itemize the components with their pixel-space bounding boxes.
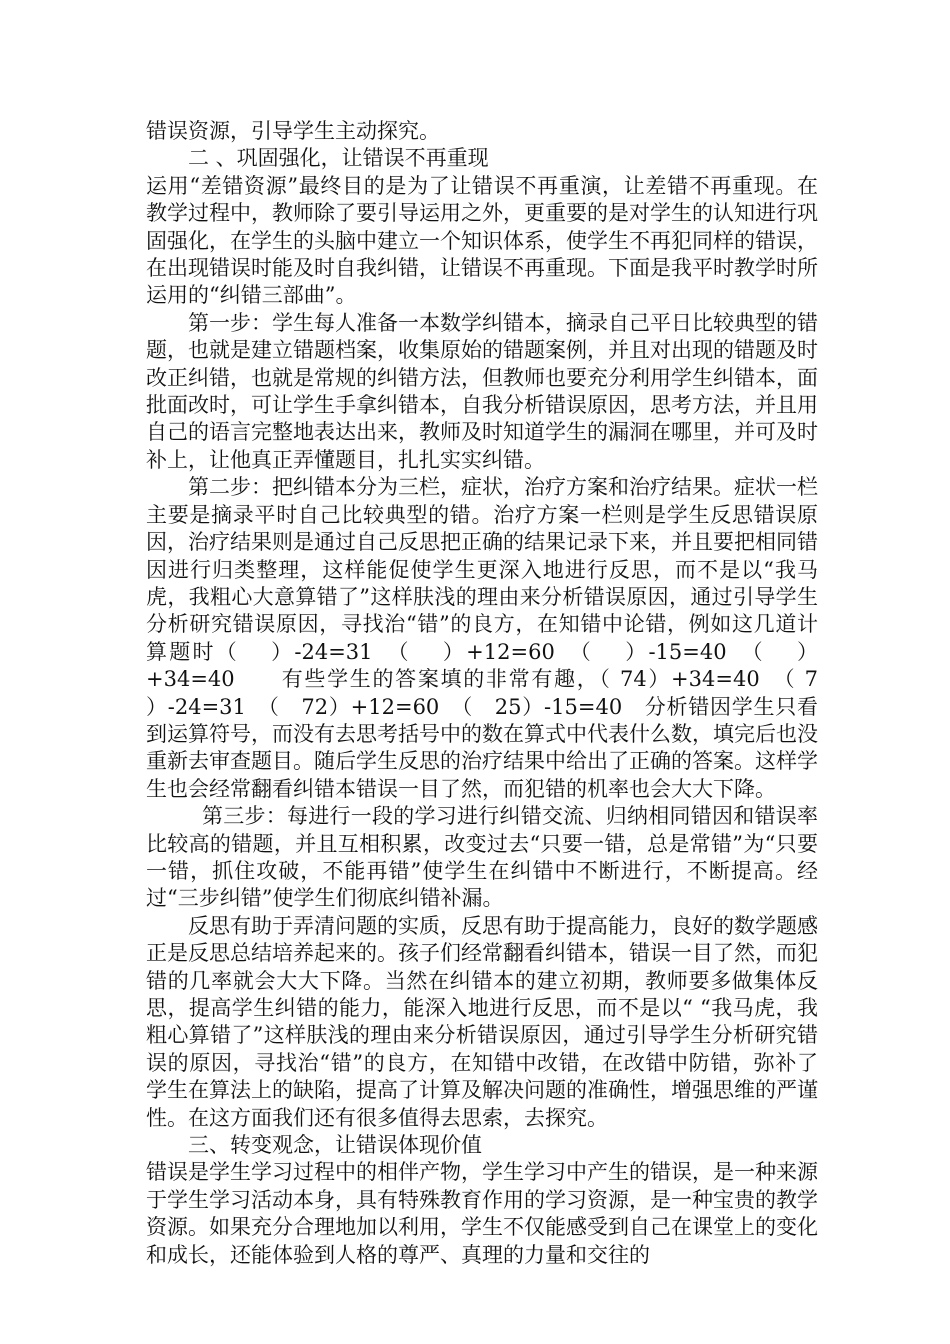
section-heading-three: 三、转变观念，让错误体现价值 <box>188 1133 482 1158</box>
paragraph-error-resource: 运用“差错资源”最终目的是为了让错误不再重演，让差错不再重现。在教学过程中，教师除了要引导运用之外，更重要的是对学生的认知进行巩固强化，在学生的头脑中建立一个知识体系，使学生不再犯同样的错误，在出现错误时能及时自我纠错，让错误不再重现。下面是我平时教学时所运用的“纠错三部曲”。 <box>146 173 818 308</box>
paragraph-step-two: 第二步：把纠错本分为三栏，症状，治疗方案和治疗结果。症状一栏主要是摘录平时自己比较典型的错。治疗方案一栏则是学生反思错误原因，治疗结果则是通过自己反思把正确的结果记录下来，并且要把相同错因进行归类整理，这样能促使学生更深入地进行反思，而不是以“我马虎，我粗心大意算错了”这样肤浅的理由来分析错误原因，通过引导学生分析研究错误原因，寻找治“错”的良方，在知错中论错，例如这几道计算题时（ ）-24=31 （ ）+12=60 （ ）-15=40 （ ）+34=40 有些学生的答案填的非常有趣，（ 74）+34=40 （ 7 ）-24=31 （ 72）+12=60 （ 25）-15=40 分析错因学生只看到运算符号，而没有去思考括号中的数在算式中代表什么数，填完后也没重新去审查题目。随后学生反思的治疗结果中给出了正确的答案。这样学生也会经常翻看纠错本错误一目了然，而犯错的机率也会大大下降。 <box>146 475 818 801</box>
paragraph-intro-tail: 错误资源，引导学生主动探究。 <box>146 119 440 143</box>
document-body <box>146 118 818 1269</box>
section-heading-two: 二 、巩固强化，让错误不再重现 <box>188 146 489 171</box>
paragraph-error-value: 错误是学生学习过程中的相伴产物，学生学习中产生的错误，是一种来源于学生学习活动本身，具有特殊教育作用的学习资源，是一种宝贵的教学资源。如果充分合理地加以利用，学生不仅能感受到自己在课堂上的变化和成长，还能体验到人格的尊严、真理的力量和交往的 <box>146 1160 818 1267</box>
paragraph-step-three: 第三步：每进行一段的学习进行纠错交流、归纳相同错因和错误率比较高的错题，并且互相积累，改变过去“只要一错，总是常错”为“只要一错，抓住攻破，不能再错”使学生在纠错中不断进行，不断提高。经过“三步纠错”使学生们彻底纠错补漏。 <box>146 804 818 911</box>
paragraph-reflection: 反思有助于弄清问题的实质，反思有助于提高能力，良好的数学题感正是反思总结培养起来的。孩子们经常翻看纠错本，错误一目了然，而犯错的几率就会大大下降。当然在纠错本的建立初期，教师要多做集体反思，提高学生纠错的能力，能深入地进行反思，而不是以“ “我马虎，我粗心算错了”这样肤浅的理由来分析错误原因，通过引导学生分析研究错误的原因，寻找治“错”的良方，在知错中改错，在改错中防错，弥补了学生在算法上的缺陷，提高了计算及解决问题的准确性，增强思维的严谨性。在这方面我们还有很多值得去思索，去探究。 <box>146 913 818 1130</box>
paragraph-step-one: 第一步：学生每人准备一本数学纠错本，摘录自己平日比较典型的错题，也就是建立错题档案，收集原始的错题案例，并且对出现的错题及时改正纠错，也就是常规的纠错方法，但教师也要充分利用学生纠错本，面批面改时，可让学生手拿纠错本，自我分析错误原因，思考方法，并且用自己的语言完整地表达出来，教师及时知道学生的漏洞在哪里，并可及时补上，让他真正弄懂题目，扎扎实实纠错。 <box>146 310 818 472</box>
